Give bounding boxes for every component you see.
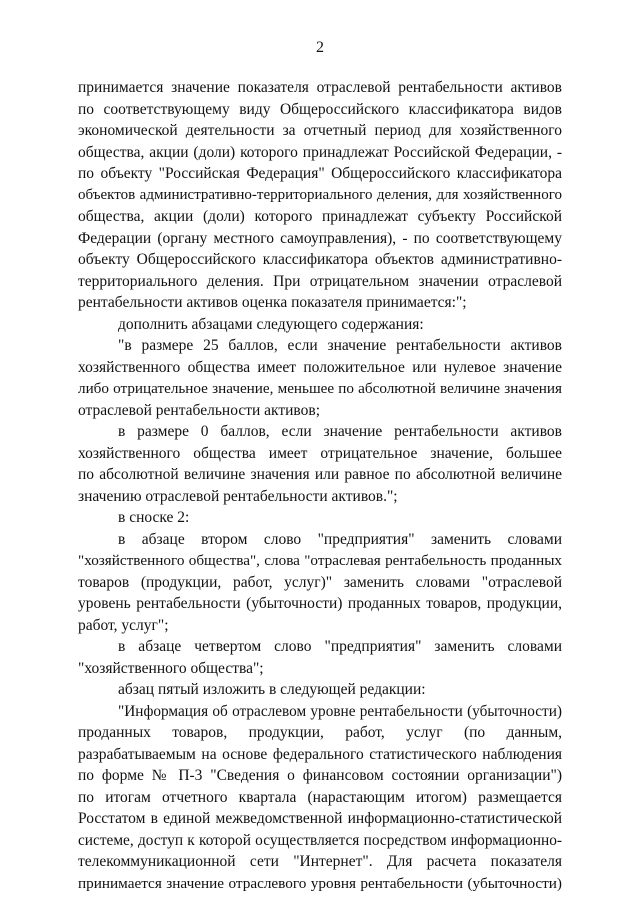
text-line: отраслевой рентабельности активов; — [78, 401, 321, 419]
text-line: общества, акции (доли) которого принадлежат Российской Федерации, - — [78, 143, 562, 161]
text-line: телекоммуникационной сети "Интернет". Для расчета показателя — [78, 853, 562, 870]
text-line: объекту Общероссийского классификатора объектов административно- — [78, 251, 562, 268]
text-line: территориального деления. При отрицательном значении отраслевой — [78, 272, 562, 290]
text-line: хозяйственного общества имеет отрицательное значение, большее — [78, 444, 562, 462]
text-line: принимается значение показателя отраслевой рентабельности активов — [78, 79, 562, 96]
text-line: "Информация об отраслевом уровне рентабельности (убыточности) — [118, 702, 562, 720]
text-line: в абзаце втором слово "предприятия" заменить словами — [118, 530, 562, 548]
text-line: дополнить абзацами следующего содержания: — [118, 315, 424, 333]
text-line: в сноске 2: — [118, 509, 190, 526]
text-line: принимается значение отраслевого уровня рентабельности (убыточности) — [78, 874, 562, 892]
text-line: разрабатываемым на основе федерального статистического наблюдения — [78, 745, 562, 763]
text-line: по форме № П-3 "Сведения о финансовом состоянии организации") — [78, 767, 562, 784]
text-line: экономической деятельности за отчетный период для хозяйственного — [78, 122, 562, 139]
text-line: Федерации (органу местного самоуправления), - по соответствующему — [78, 229, 562, 247]
text-line: хозяйственного общества имеет положительное или нулевое значение — [78, 358, 562, 376]
text-line: уровень рентабельности (убыточности) проданных товаров, продукции, — [78, 595, 562, 612]
document-body — [78, 77, 562, 894]
text-line: Росстатом в единой межведомственной информационно-статистической — [78, 810, 562, 827]
page-number: 2 — [316, 39, 324, 56]
text-line: "хозяйственного общества"; — [78, 659, 264, 677]
text-line: проданных товаров, продукции, работ, услуг (по данным, — [78, 724, 562, 741]
text-line: товаров (продукции, работ, услуг)" заменить словами "отраслевой — [78, 573, 562, 591]
text-line: в размере 0 баллов, если значение рентабельности активов — [118, 423, 562, 440]
text-line: работ, услуг"; — [78, 616, 169, 634]
text-line: значению отраслевой рентабельности активов."; — [78, 487, 398, 505]
text-line: общества, акции (доли) которого принадлежат субъекту Российской — [78, 208, 562, 225]
text-line: по итогам отчетного квартала (нарастающим итогом) размещается — [78, 788, 562, 806]
text-line: "в размере 25 баллов, если значение рентабельности активов — [118, 337, 562, 354]
text-line: абзац пятый изложить в следующей редакции: — [118, 681, 426, 698]
text-line: по объекту "Российская Федерация" Общероссийского классификатора — [78, 165, 562, 182]
text-line: "хозяйственного общества", слова "отраслевая рентабельность проданных — [78, 552, 562, 569]
text-line: системе, доступ к которой осуществляется посредством информационно- — [78, 831, 562, 849]
text-line: по абсолютной величине значения или равное по абсолютной величине — [78, 466, 562, 483]
text-line: в абзаце четвертом слово "предприятия" заменить словами — [118, 638, 562, 655]
text-line: объектов административно-территориального деления, для хозяйственного — [78, 186, 562, 203]
text-line: по соответствующему виду Общероссийского классификатора видов — [78, 100, 562, 118]
text-line: либо отрицательное значение, меньшее по абсолютной величине значения — [78, 380, 562, 397]
text-line: рентабельности активов оценка показателя принимается:"; — [78, 294, 467, 311]
